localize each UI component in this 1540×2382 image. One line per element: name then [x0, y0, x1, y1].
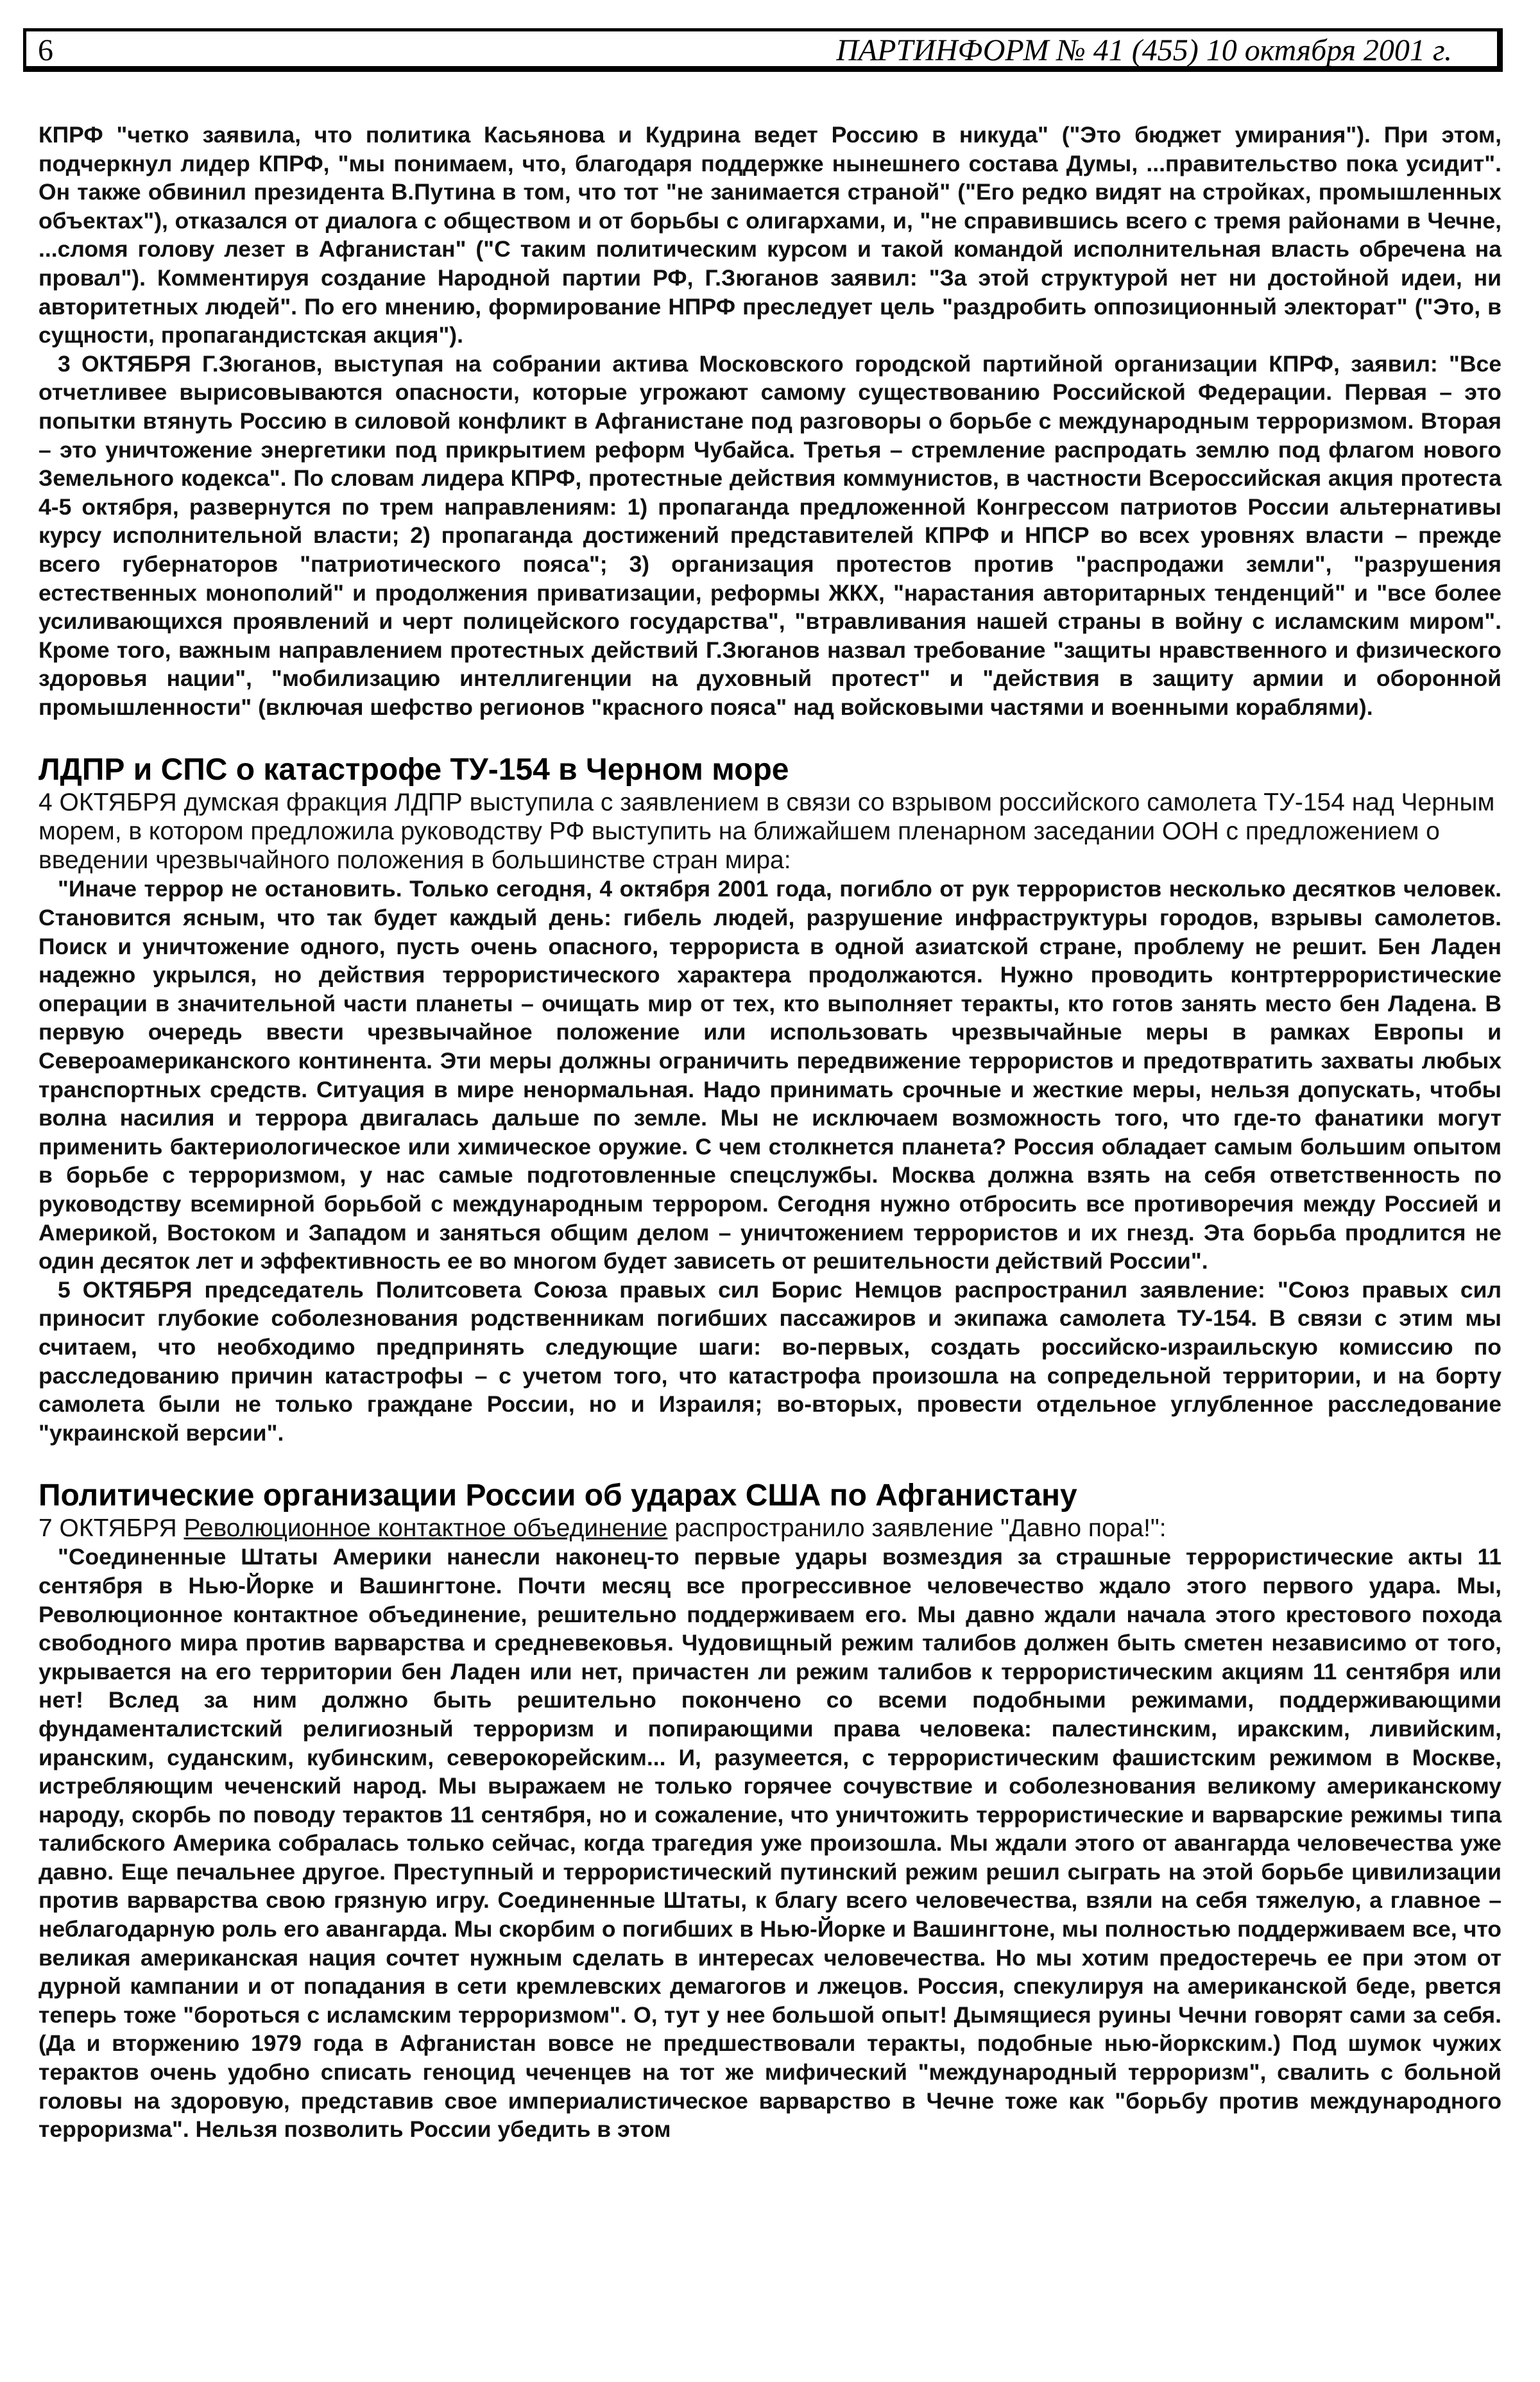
organization-link[interactable]: Революционное контактное объединение — [184, 1514, 668, 1543]
lead-date: 7 ОКТЯБРЯ — [38, 1514, 184, 1543]
section-lead — [38, 1514, 1502, 1543]
lead-rest: распространило заявление "Давно пора!": — [667, 1514, 1167, 1543]
issue-title: ПАРТИНФОРМ № 41 (455) 10 октября 2001 г. — [836, 33, 1452, 67]
section-lead: 4 ОКТЯБРЯ думская фракция ЛДПР выступила с заявлением в связи со взрывом российского самолета ТУ-154 над Черным морем, в котором предложила руководству РФ выступить на ближайшем пленарном заседании ООН с предложением о введении чрезвычайного положения в большинстве стран мира: — [38, 789, 1495, 875]
section-heading: Политические организации России об ударах США по Афганистану — [38, 1478, 1077, 1513]
paragraph: "Иначе террор не остановить. Только сегодня, 4 октября 2001 года, погибло от рук террористов несколько десятков человек. Становится ясным, что так будет каждый день: гибель людей, разрушение инфраструктуры городов, взрывы самолетов. Поиск и уничтожение одного, пусть очень опасного, террориста в одной азиатской стране, проблему не решит. Бен Ладен надежно укрылся, но действия террористического характера продолжаются. Нужно проводить контртеррористические операции в значительной части планеты – очищать мир от тех, кто выполняет теракты, кто готов занять место бен Ладена. В первую очередь ввести чрезвычайное положение или использовать чрезвычайные меры в рамках Европы и Североамериканского континента. Эти меры должны ограничить передвижение террористов и предотвратить захваты любых транспортных средств. Ситуация в мире ненормальная. Надо принимать срочные и жесткие меры, нельзя допускать, чтобы волна насилия и террора двигалась дальше по земле. Мы не исключаем возможность того, что где-то фанатики могут применить бактериологическое или химическое оружие. С чем столкнется планета? Россия обладает самым большим опытом в борьбе с терроризмом, у нас самые подготовленные спецслужбы. Москва должна взять на себя ответственность по руководству всемирной борьбой с международным террором. Сегодня нужно отбросить все противоречия между Россией и Америкой, Востоком и Западом и заняться общим делом – уничтожением террористов и их гнезд. Эта борьба продлится не один десяток лет и эффективность ее во многом будет зависеть от решительности действий России". — [38, 876, 1502, 1274]
afghanistan-section — [38, 1478, 1502, 2143]
section-heading: ЛДПР и СПС о катастрофе ТУ-154 в Черном море — [38, 753, 789, 787]
page-header — [23, 28, 1503, 72]
paragraph: КПРФ "четко заявила, что политика Касьянова и Кудрина ведет Россию в никуда" ("Это бюджет умирания"). При этом, подчеркнул лидер КПРФ, "мы понимаем, что, благодаря поддержке нынешнего состава Думы, ...правительство пока усидит". Он также обвинил президента В.Путина в том, что тот "не занимается страной" ("Его редко видят на стройках, промышленных объектах"), отказался от диалога с обществом и от борьбы с олигархами, и, "не справившись всего с тремя районами в Чечне, ...сломя голову лезет в Афганистан" ("С таким политическим курсом и такой командой исполнительная власть обречена на провал"). Комментируя создание Народной партии РФ, Г.Зюганов заявил: "За этой структурой нет ни достойной идеи, ни авторитетных людей". По его мнению, формирование НПРФ преследует цель "раздробить оппозиционный электорат" ("Это, в сущности, пропагандистская акция"). — [38, 122, 1502, 348]
paragraph: "Соединенные Штаты Америки нанесли наконец-то первые удары возмездия за страшные террористические акты 11 сентября в Нью-Йорке и Вашингтоне. Почти месяц все прогрессивное человечество ждало этого первого удара. Мы, Революционное контактное объединение, решительно поддерживаем его. Мы давно ждали начала этого крестового похода свободного мира против варварства и средневековья. Чудовищный режим талибов должен быть сметен независимо от того, укрывается на его территории бен Ладен или нет, причастен ли режим талибов к террористическим акциям 11 сентября или нет! Вслед за ним должно быть решительно покончено со всеми подобными режимами, поддерживающими фундаменталистский религиозный терроризм и попирающими права человека: палестинским, иракским, ливийским, иранским, суданским, кубинским, северокорейским... И, разумеется, с террористическим фашистским режимом в Москве, истребляющим чеченский народ. Мы выражаем не только горячее сочувствие и соболезнования великому американскому народу, скорбь по поводу терактов 11 сентября, но и сожаление, что уничтожить террористические и варварские режимы типа талибского Америка собралась только сейчас, когда трагедия уже произошла. Мы ждали этого от авангарда человечества уже давно. Еще печальнее другое. Преступный и террористический путинский режим решил сыграть на этой борьбе цивилизации против варварства свою грязную игру. Соединенные Штаты, к благу всего человечества, взяли на себя тяжелую, а главное – неблагодарную роль его авангарда. Мы скорбим о погибших в Нью-Йорке и Вашингтоне, мы полностью поддерживаем все, что великая американская нация сочтет нужным сделать в интересах человечества. Но мы хотим предостеречь ее при этом от дурной кампании и от попадания в сети кремлевских демагогов и лжецов. Россия, спекулируя на американской беде, рвется теперь тоже "бороться с исламским терроризмом". О, тут у нее большой опыт! Дымящиеся руины Чечни говорят сами за себя. (Да и вторжению 1979 года в Афганистан вовсе не предшествовали теракты, подобные нью-йоркским.) Под шумок чужих терактов очень удобно списать геноцид чеченцев на тот же мифический "международный терроризм", свалить с больной головы на здоровую, представив свое империалистическое варварство в Чечне тоже как "борьбу против международного терроризма". Нельзя позволить России убедить в этом — [38, 1544, 1502, 2143]
page-number: 6 — [38, 33, 53, 67]
article-content — [38, 121, 1502, 2144]
ldpr-sps-section — [38, 752, 1502, 1447]
paragraph: 5 ОКТЯБРЯ председатель Политсовета Союза правых сил Борис Немцов распространил заявление: "Союз правых сил приносит глубокие соболезнования родственникам погибших пассажиров и экипажа самолета ТУ-154. В связи с этим мы считаем, что необходимо предпринять следующие шаги: во-первых, создать российско-израильскую комиссию по расследованию причин катастрофы – с учетом того, что катастрофа произошла на сопредельной территории, и на борту самолета были не только граждане России, но и Израиля; во-вторых, провести отдельное углубленное расследование "украинской версии". — [38, 1276, 1502, 1446]
paragraph: 3 ОКТЯБРЯ Г.Зюганов, выступая на собрании актива Московского городской партийной организации КПРФ, заявил: "Все отчетливее вырисовываются опасности, которые угрожают самому существованию Российской Федерации. Первая – это попытки втянуть Россию в силовой конфликт в Афганистане под разговоры о борьбе с международным терроризмом. Вторая – это уничтожение энергетики под прикрытием реформ Чубайса. Третья – стремление распродать землю под флагом нового Земельного кодекса". По словам лидера КПРФ, протестные действия коммунистов, в частности Всероссийская акция протеста 4-5 октября, развернутся по трем направлениям: 1) пропаганда предложенной Конгрессом патриотов России альтернативы курсу исполнительной власти; 2) пропаганда достижений представителей КПРФ и НПСР во всех уровнях власти – прежде всего губернаторов "патриотического пояса"; 3) организация протестов против "распродажи земли", "разрушения естественных монополий" и продолжения приватизации, реформы ЖКХ, "нарастания авторитарных тенденций" и "все более усиливающихся проявлений и черт полицейского государства", "втравливания нашей страны в войну с исламским миром". Кроме того, важным направлением протестных действий Г.Зюганов назвал требование "защиты нравственного и физического здоровья нации", "мобилизацию интеллигенции на духовный протест" и "действия в защиту армии и оборонной промышленности" (включая шефство регионов "красного пояса" над войсковыми частями и военными кораблями). — [38, 350, 1502, 720]
kprf-section — [38, 121, 1502, 721]
